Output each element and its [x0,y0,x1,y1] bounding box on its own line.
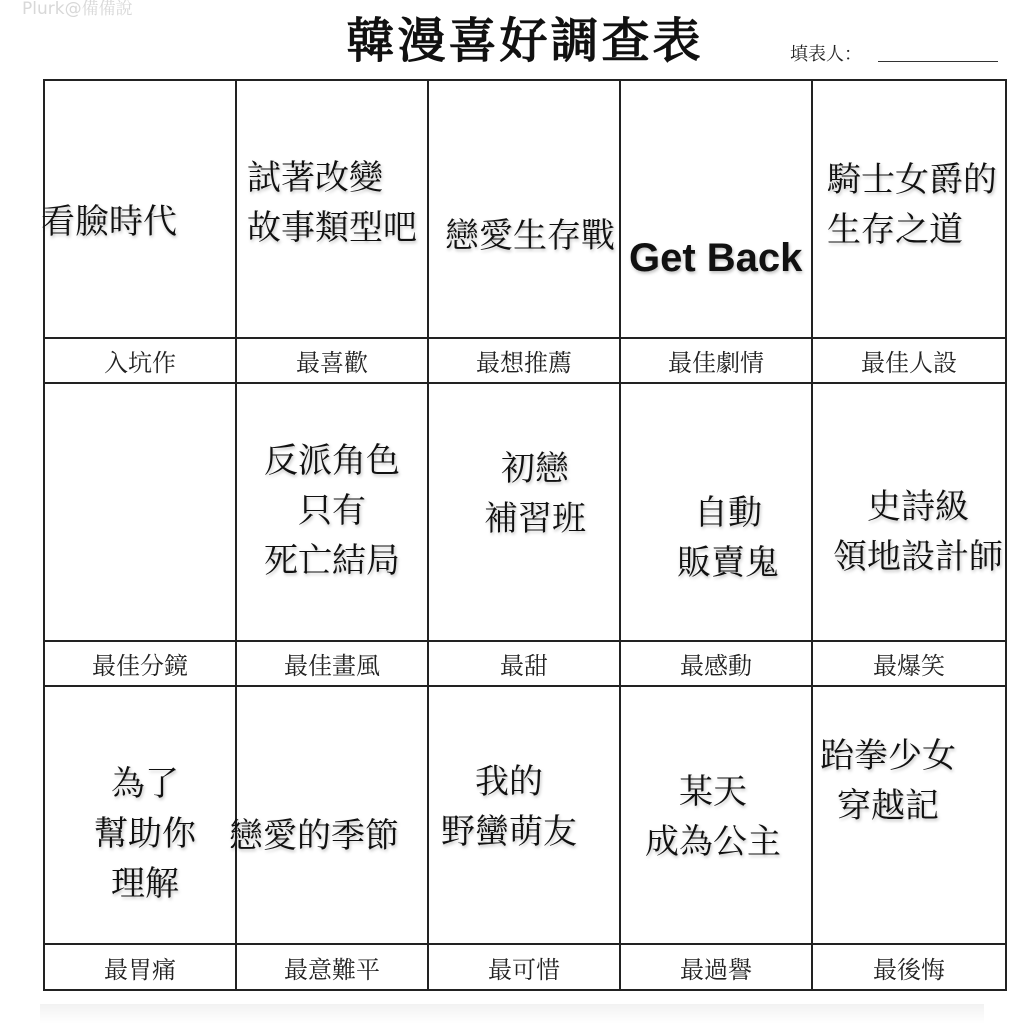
answer-text: 跆拳少女 穿越記 [820,736,956,826]
answer-cell [41,81,237,339]
category-label: 最想推薦 [429,339,621,384]
answer-text: 自動 販賣鬼 [677,493,779,583]
category-label: 最佳畫風 [237,642,429,687]
filler-label: 填表人： [790,44,862,65]
category-label: 最佳劇情 [621,339,813,384]
answer-cell [237,384,429,642]
survey-grid [43,79,1007,991]
answer-text: 騎士女爵的 生存之道 [827,160,997,250]
answer-text: 試著改變 故事類型吧 [247,158,417,248]
answer-cell [45,384,237,642]
category-label: 最佳分鏡 [45,642,237,687]
answer-cell [813,384,1005,642]
answer-text: 戀愛的季節 [229,816,399,856]
answer-cell [621,687,813,945]
category-label: 最可惜 [429,945,621,989]
answer-cell [813,81,1005,339]
answer-cell [237,81,429,339]
answer-cell [45,687,237,945]
category-label: 最後悔 [873,955,945,984]
category-label: 入坑作 [45,339,237,384]
category-label: 最意難平 [237,945,429,989]
page-title: 韓漫喜好調查表 [346,13,704,69]
answer-text: 反派角色 只有 死亡結局 [264,441,400,581]
answer-cell [429,384,621,642]
category-label: 最感動 [621,642,813,687]
category-label: 最甜 [429,642,621,687]
answer-cell [429,81,621,339]
answer-text: 某天 成為公主 [645,772,781,862]
answer-cell [813,687,1005,945]
category-label: 最爆笑 [813,642,1005,687]
answer-cell [621,81,813,339]
page-edge-shadow [40,1004,984,1024]
answer-text: 為了 幫助你 理解 [94,764,196,904]
answer-text: 史詩級 領地設計師 [833,487,1003,577]
answer-text: 初戀 補習班 [484,449,586,539]
watermark: Plurk@備備說 [22,0,133,19]
answer-text: Get Back [629,236,803,280]
answer-text: 看臉時代 [41,202,177,242]
filler-blank-line [878,61,998,62]
answer-cell [621,384,813,642]
answer-cell [229,687,429,945]
answer-cell [429,687,621,945]
answer-text: 戀愛生存戰 [445,216,615,256]
answer-text: 我的 野蠻萌友 [441,762,577,852]
category-label: 最喜歡 [237,339,429,384]
category-label: 最過譽 [621,945,813,989]
category-label: 最胃痛 [45,945,237,989]
category-label: 最佳人設 [813,339,1005,384]
